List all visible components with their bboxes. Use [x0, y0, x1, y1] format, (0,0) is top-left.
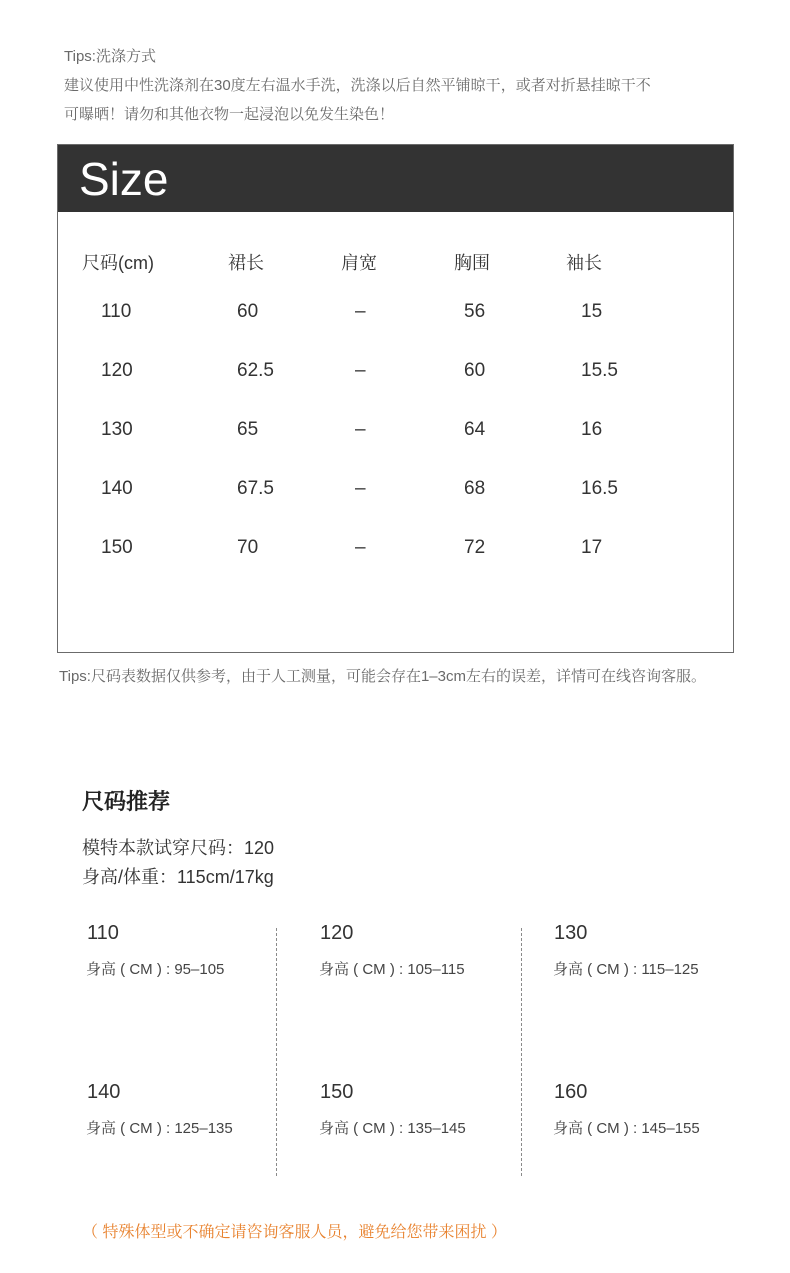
table-cell: – — [355, 360, 366, 381]
table-cell: 70 — [237, 537, 259, 558]
table-cell: 16.5 — [581, 478, 618, 499]
table-cell: 16 — [581, 419, 603, 440]
measurement-tip: Tips:尺码表数据仅供参考，由于人工测量，可能会存在1–3cm左右的误差，详情可在线咨询客服。 — [59, 668, 706, 685]
table-cell: 130 — [101, 419, 133, 440]
table-cell: 17 — [581, 537, 603, 558]
table-cell: 56 — [464, 301, 486, 322]
table-cell: 60 — [237, 301, 259, 322]
table-cell: 150 — [101, 537, 133, 558]
grid-size: 130 — [554, 922, 588, 944]
recommendation-title: 尺码推荐 — [82, 789, 171, 814]
table-cell: 72 — [464, 537, 486, 558]
washing-tips-line-2: 可曝晒！请勿和其他衣物一起浸泡以免发生染色！ — [64, 106, 395, 123]
size-table-title: Size — [79, 153, 169, 205]
column-header-shoulder: 肩宽 — [341, 253, 377, 273]
grid-height: 身高 ( CM ) : 105–115 — [319, 961, 465, 978]
grid-size: 120 — [320, 922, 354, 944]
grid-size: 140 — [87, 1081, 121, 1103]
consult-note: （ 特殊体型或不确定请咨询客服人员，避免给您带来困扰 ） — [82, 1224, 507, 1241]
grid-divider — [276, 928, 277, 1176]
grid-height: 身高 ( CM ) : 145–155 — [553, 1120, 700, 1137]
table-cell: 120 — [101, 360, 133, 381]
table-cell: – — [355, 537, 366, 558]
column-header-size: 尺码(cm) — [82, 253, 154, 273]
washing-tips — [64, 42, 651, 129]
washing-tips-line-1: 建议使用中性洗涤剂在30度左右温水手洗，洗涤以后自然平铺晾干，或者对折悬挂晾干不 — [64, 77, 651, 94]
column-header-length: 裙长 — [228, 253, 264, 273]
grid-height: 身高 ( CM ) : 135–145 — [319, 1120, 466, 1137]
grid-size: 160 — [554, 1081, 588, 1103]
table-cell: 67.5 — [237, 478, 274, 499]
grid-size: 110 — [87, 922, 119, 944]
size-table-header — [58, 145, 733, 212]
table-cell: 65 — [237, 419, 259, 440]
table-cell: 15 — [581, 301, 603, 322]
table-cell: 60 — [464, 360, 486, 381]
column-header-sleeve: 袖长 — [566, 253, 602, 273]
grid-height: 身高 ( CM ) : 125–135 — [86, 1120, 233, 1137]
model-size: 模特本款试穿尺码：120 — [82, 838, 275, 858]
washing-tips-title: Tips:洗涤方式 — [64, 48, 156, 65]
table-cell: – — [355, 301, 366, 322]
table-cell: 68 — [464, 478, 486, 499]
model-body: 身高/体重：115cm/17kg — [82, 867, 274, 887]
grid-size: 150 — [320, 1081, 354, 1103]
column-header-chest: 胸围 — [454, 253, 490, 273]
table-cell: 15.5 — [581, 360, 618, 381]
table-cell: – — [355, 419, 366, 440]
table-cell: 110 — [101, 301, 132, 322]
size-table — [57, 144, 734, 653]
table-cell: 62.5 — [237, 360, 274, 381]
grid-height: 身高 ( CM ) : 115–125 — [553, 961, 699, 978]
table-cell: – — [355, 478, 366, 499]
table-cell: 64 — [464, 419, 486, 440]
table-cell: 140 — [101, 478, 133, 499]
grid-height: 身高 ( CM ) : 95–105 — [86, 961, 225, 978]
grid-divider — [521, 928, 522, 1176]
